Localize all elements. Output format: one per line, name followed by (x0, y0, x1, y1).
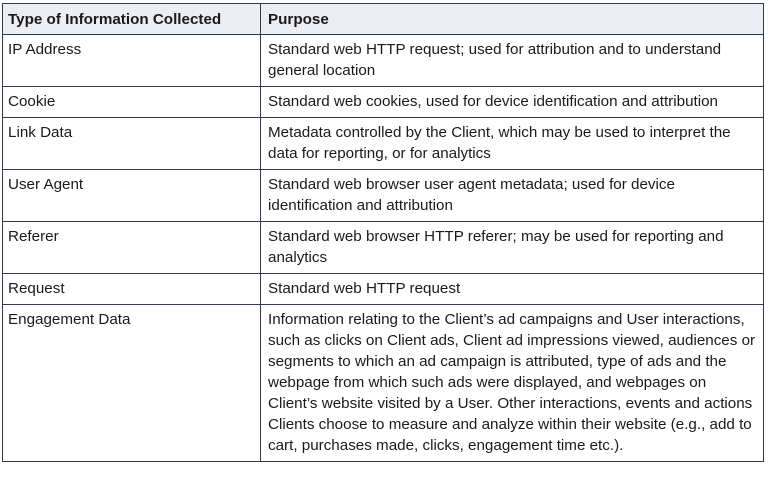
header-type: Type of Information Collected (3, 4, 261, 35)
table-row (3, 222, 764, 274)
cell-type: Request (3, 274, 261, 305)
cell-type: User Agent (3, 170, 261, 222)
cell-purpose: Standard web browser user agent metadata; used for device identification and attribution (261, 170, 764, 222)
cell-purpose: Standard web browser HTTP referer; may be used for reporting and analytics (261, 222, 764, 274)
cell-type: Referer (3, 222, 261, 274)
cell-type: Link Data (3, 118, 261, 170)
table-row (3, 170, 764, 222)
cell-purpose: Information relating to the Client’s ad campaigns and User interactions, such as clicks on Client ads, Client ad impressions viewed, audiences or segments to which an ad campaign is attributed, type of ads and the webpage from which such ads were displayed, and webpages on Client’s website visited by a User. Other interactions, events and actions Clients choose to measure and analyze within their website (e.g., add to cart, purchases made, clicks, engagement time etc.). (261, 305, 764, 462)
cell-purpose: Standard web HTTP request (261, 274, 764, 305)
document (2, 3, 763, 462)
table-row (3, 274, 764, 305)
cell-purpose: Metadata controlled by the Client, which may be used to interpret the data for reporting, or for analytics (261, 118, 764, 170)
cell-type: Engagement Data (3, 305, 261, 462)
cell-purpose: Standard web HTTP request; used for attribution and to understand general location (261, 35, 764, 87)
information-collected-table (2, 3, 764, 462)
cell-type: IP Address (3, 35, 261, 87)
table-row (3, 118, 764, 170)
table-header-row (3, 4, 764, 35)
table-row (3, 35, 764, 87)
cell-purpose: Standard web cookies, used for device identification and attribution (261, 87, 764, 118)
table-row (3, 87, 764, 118)
table-row (3, 305, 764, 462)
cell-type: Cookie (3, 87, 261, 118)
header-purpose: Purpose (261, 4, 764, 35)
